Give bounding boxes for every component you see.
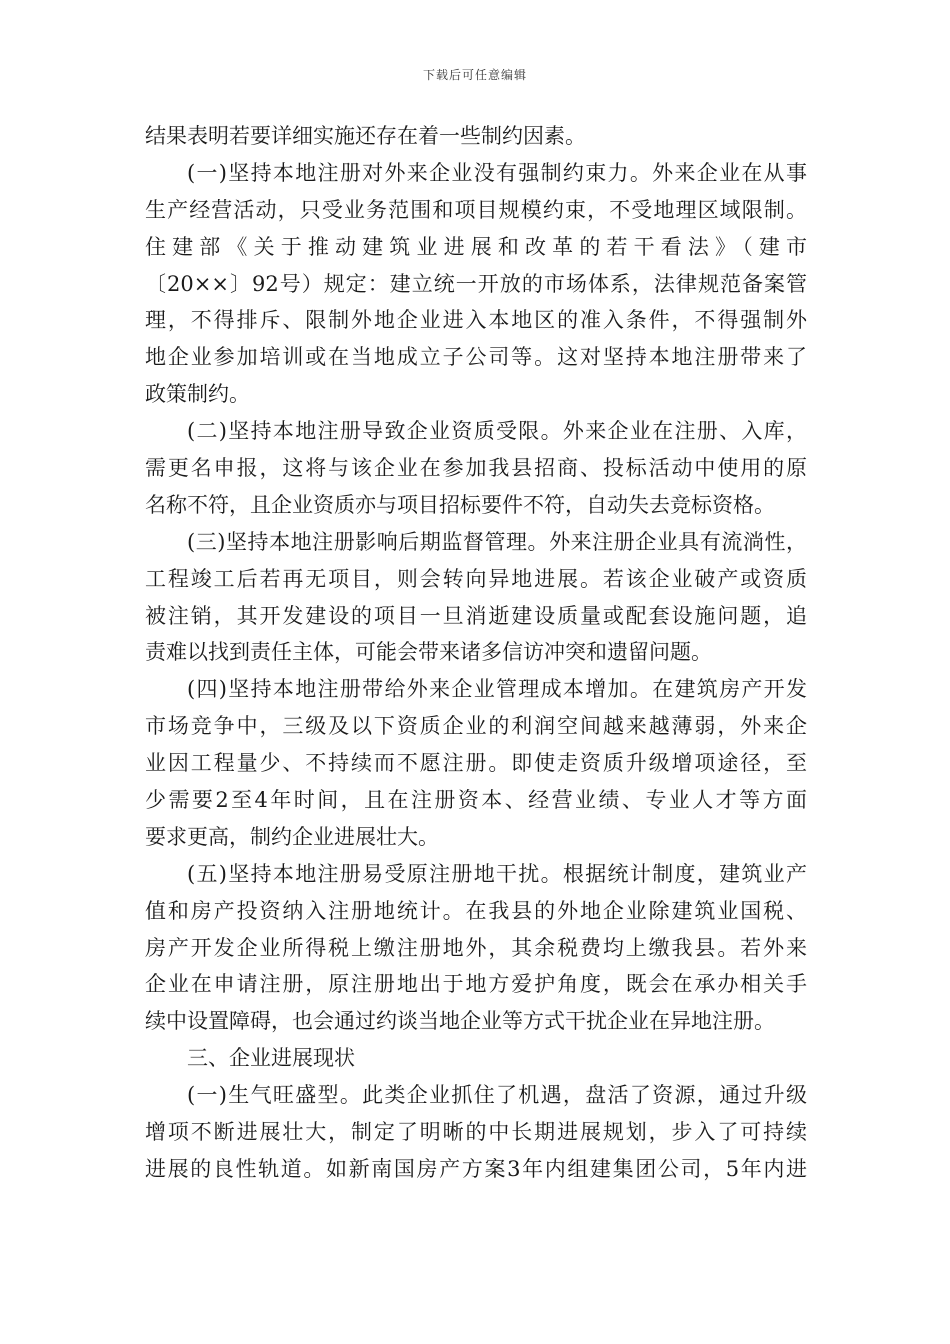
text-line: 需更名申报，这将与该企业在参加我县招商、投标活动中使用的原 (145, 456, 807, 481)
page-header: 下载后可任意编辑 (422, 68, 527, 82)
paragraph-start-line: (三)坚持本地注册影响后期监督管理。外来注册企业具有流淌性， (187, 529, 807, 554)
paragraph-start-line: (二)坚持本地注册导致企业资质受限。外来企业在注册、入库， (187, 419, 807, 444)
text-line: 责难以找到责任主体，可能会带来诸多信访冲突和遗留问题。 (145, 640, 712, 665)
text-line: 续中设置障碍，也会通过约谈当地企业等方式干扰企业在异地注册。 (145, 1009, 775, 1034)
text-line: 政策制约。 (145, 382, 250, 407)
paragraph-start-line: (一)生气旺盛型。此类企业抓住了机遇，盘活了资源，通过升级 (187, 1083, 807, 1108)
text-line: 结果表明若要详细实施还存在着一些制约因素。 (145, 124, 586, 148)
paragraph-start-line: (一)坚持本地注册对外来企业没有强制约束力。外来企业在从事 (187, 160, 807, 185)
text-line: 〔20××〕92号）规定：建立统一开放的市场体系，法律规范备案管 (145, 271, 807, 296)
text-line: 房产开发企业所得税上缴注册地外，其余税费均上缴我县。若外来 (145, 935, 807, 960)
text-line: 地企业参加培训或在当地成立子公司等。这对坚持本地注册带来了 (145, 345, 807, 370)
text-line: 被注销，其开发建设的项目一旦消逝建设质量或配套设施问题，追 (145, 603, 807, 628)
text-line: 理，不得排斥、限制外地企业进入本地区的准入条件，不得强制外 (145, 308, 807, 333)
text-line: 名称不符，且企业资质亦与项目招标要件不符，自动失去竞标资格。 (145, 492, 775, 517)
document-body (145, 118, 807, 1188)
text-line: 值和房产投资纳入注册地统计。在我县的外地企业除建筑业国税、 (145, 898, 807, 923)
text-line: 要求更高，制约企业进展壮大。 (145, 824, 439, 849)
text-line: 生产经营活动，只受业务范围和项目规模约束，不受地理区域限制。 (145, 197, 807, 222)
text-line: 企业在申请注册，原注册地出于地方爱护角度，既会在承办相关手 (145, 972, 807, 997)
paragraph-start-line: (四)坚持本地注册带给外来企业管理成本增加。在建筑房产开发 (187, 677, 807, 702)
text-line: 进展的良性轨道。如新南国房产方案3年内组建集团公司，5年内进 (145, 1156, 807, 1181)
paragraph-start-line: (五)坚持本地注册易受原注册地干扰。根据统计制度，建筑业产 (187, 861, 807, 886)
text-line: 少需要2至4年时间，且在注册资本、经营业绩、专业人才等方面 (145, 788, 807, 813)
section-heading: 三、企业进展现状 (187, 1046, 355, 1071)
text-line: 增项不断进展壮大，制定了明晰的中长期进展规划，步入了可持续 (145, 1120, 807, 1145)
text-line: 住建部《关于推动建筑业进展和改革的若干看法》（建市 (145, 234, 807, 259)
text-line: 业因工程量少、不持续而不愿注册。即使走资质升级增项途径，至 (145, 751, 807, 776)
text-line: 工程竣工后若再无项目，则会转向异地进展。若该企业破产或资质 (145, 566, 807, 591)
text-line: 市场竞争中，三级及以下资质企业的利润空间越来越薄弱，外来企 (145, 714, 807, 739)
